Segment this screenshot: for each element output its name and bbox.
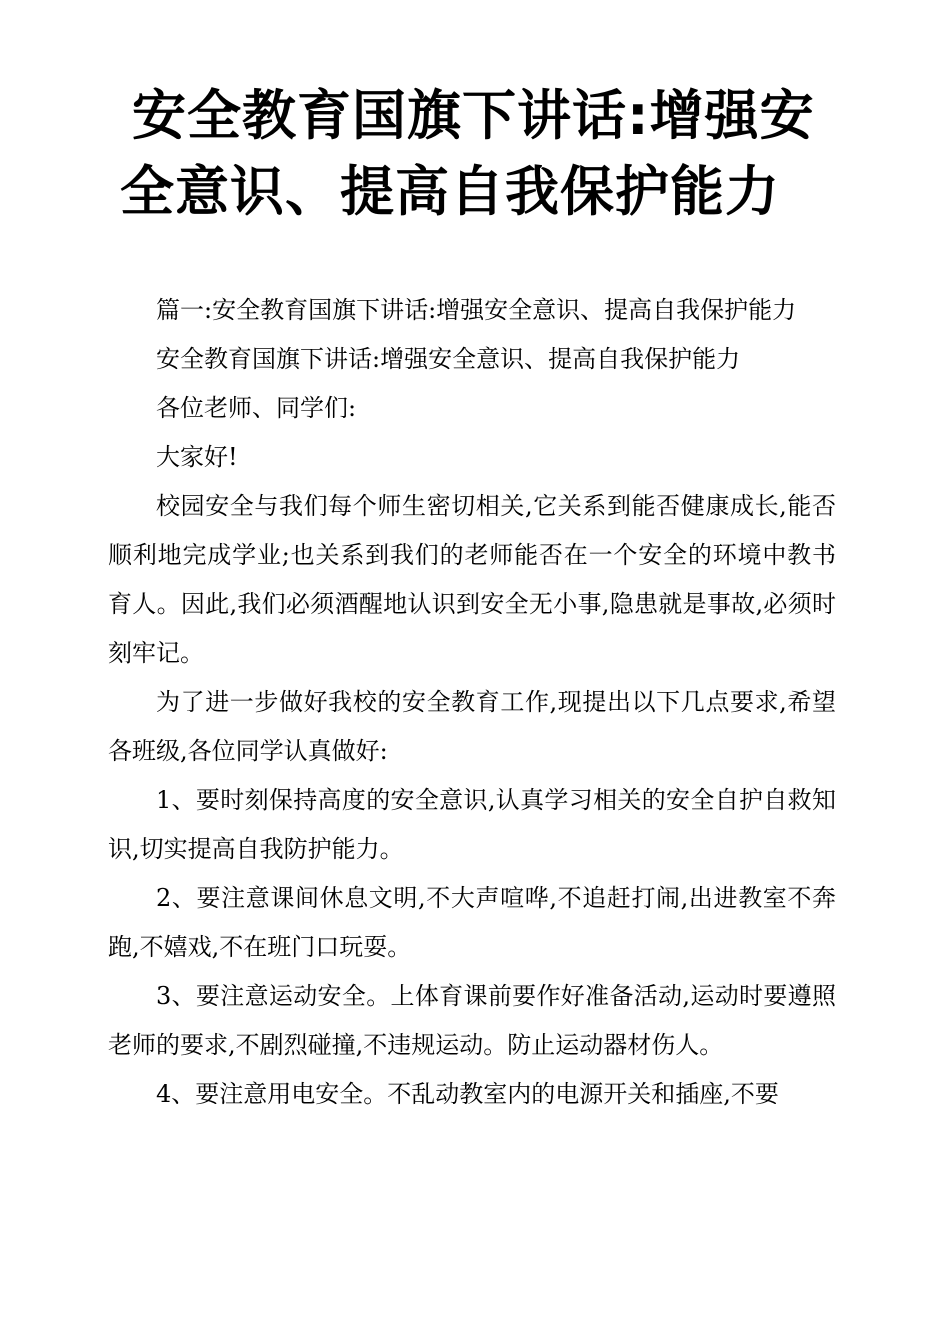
document-title <box>120 78 860 230</box>
paragraph-subtitle: 安全教育国旗下讲话:增强安全意识、提高自我保护能力 <box>156 345 741 373</box>
paragraph-greeting: 大家好! <box>156 443 238 471</box>
paragraph-item-4: 4、要注意用电安全。不乱动教室内的电源开关和插座,不要 <box>156 1080 779 1108</box>
paragraph-heading: 篇一:安全教育国旗下讲话:增强安全意识、提高自我保护能力 <box>156 296 797 324</box>
paragraph-item-1: 1、要时刻保持高度的安全意识,认真学习相关的安全自护自救知识,切实提高自我防护能力。 <box>108 786 836 863</box>
paragraph-item-3: 3、要注意运动安全。上体育课前要作好准备活动,运动时要遵照老师的要求,不剧烈碰撞,不违规运动。防止运动器材伤人。 <box>108 982 836 1059</box>
paragraph-intro: 校园安全与我们每个师生密切相关,它关系到能否健康成长,能否顺利地完成学业;也关系到我们的老师能否在一个安全的环境中教书育人。因此,我们必须酒醒地认识到安全无小事,隐患就是事故,必须时刻牢记。 <box>108 492 836 667</box>
paragraph-requirements-intro: 为了进一步做好我校的安全教育工作,现提出以下几点要求,希望各班级,各位同学认真做好: <box>108 688 836 765</box>
paragraph-item-2: 2、要注意课间休息文明,不大声喧哗,不追赶打闹,出进教室不奔跑,不嬉戏,不在班门口玩耍。 <box>108 884 836 961</box>
title-line-2: 全意识、提高自我保护能力 <box>120 160 780 223</box>
document-body <box>108 286 836 1119</box>
paragraph-salutation: 各位老师、同学们: <box>156 394 357 422</box>
title-line-1: 安全教育国旗下讲话:增强安 <box>132 84 815 147</box>
